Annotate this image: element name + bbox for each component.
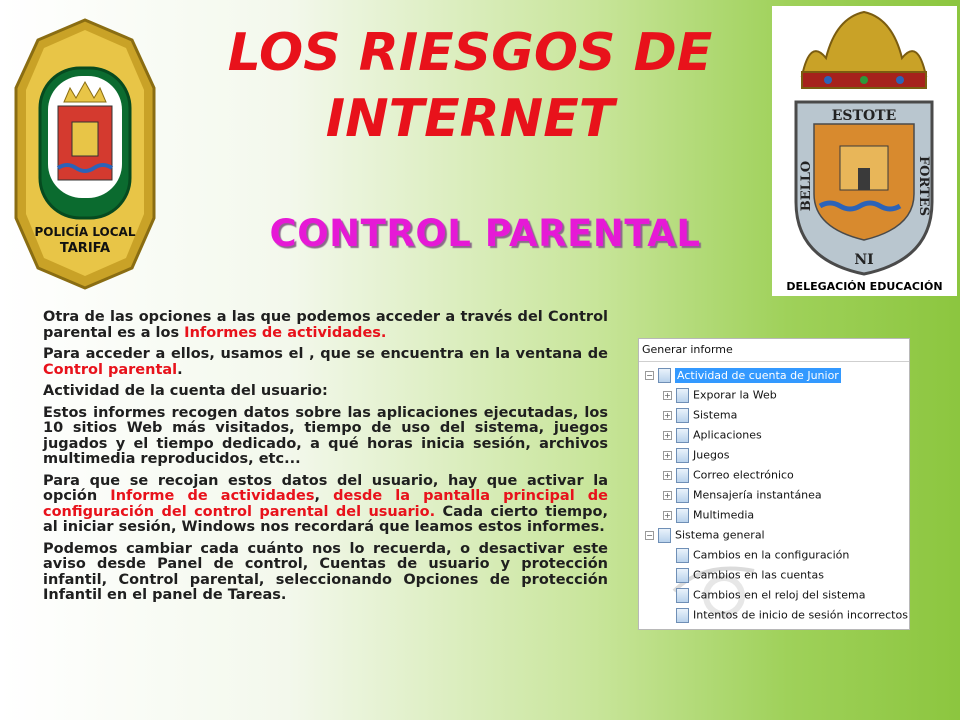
tree-item-label: Actividad de cuenta de Junior: [677, 368, 839, 382]
police-logo-line2: TARIFA: [59, 241, 111, 256]
tree-item-label: Juegos: [693, 448, 730, 462]
title-line-1: LOS RIESGOS DE: [227, 23, 713, 83]
tree-item[interactable]: [663, 585, 865, 604]
tree-item[interactable]: [663, 545, 849, 564]
paragraph-3: Actividad de la cuenta del usuario:: [43, 383, 328, 399]
paragraph-4: Estos informes recogen datos sobre las aplicaciones ejecutadas, los 10 sitios Web más visitados, tiempo de uso del sistema, juegos jugados y el tiempo dedicado, a qué horas inicia sesión, archivos multimedia reproducidos, etc...: [43, 404, 608, 467]
tree-item-label: Cambios en la configuración: [693, 548, 850, 562]
tree-item-label: Exporar la Web: [693, 388, 777, 402]
slide-subtitle: CONTROL PARENTAL: [269, 212, 701, 255]
crest-caption: DELEGACIÓN EDUCACIÓN: [786, 280, 943, 293]
tree-item-label: Multimedia: [693, 508, 755, 522]
expand-icon[interactable]: +: [664, 430, 671, 440]
tree-item-label: Aplicaciones: [693, 428, 762, 442]
expand-icon[interactable]: +: [664, 510, 671, 520]
paragraph-5: [43, 474, 608, 536]
tree-item-label: Cambios en el reloj del sistema: [693, 588, 866, 602]
tree-item[interactable]: [663, 505, 754, 524]
tree-item-label: Intentos de inicio de sesión incorrectos: [693, 608, 908, 622]
report-folder-icon: [676, 608, 689, 623]
report-folder-icon: [676, 568, 689, 583]
crest-text-bottom: NI: [854, 252, 874, 268]
tree-item[interactable]: [663, 385, 777, 404]
title-line-2: INTERNET: [325, 89, 615, 149]
police-badge-icon: [14, 18, 156, 290]
expand-icon[interactable]: +: [664, 450, 671, 460]
expand-icon[interactable]: +: [664, 490, 671, 500]
expand-icon[interactable]: +: [664, 470, 671, 480]
tree-item[interactable]: [645, 525, 765, 544]
report-folder-icon: [658, 528, 671, 543]
tree-item-label: Cambios en las cuentas: [693, 568, 824, 582]
report-folder-icon: [676, 508, 689, 523]
report-folder-icon: [676, 388, 689, 403]
police-logo-line1: POLICÍA LOCAL: [34, 225, 136, 239]
p2-end: .: [177, 361, 183, 378]
tree-item[interactable]: [663, 405, 737, 424]
tree-item[interactable]: [663, 605, 908, 624]
slide-title: [170, 20, 770, 152]
paragraph-2: [43, 347, 608, 378]
paragraph-1: [43, 310, 608, 341]
report-folder-icon: [658, 368, 671, 383]
crest-logo: [772, 6, 957, 296]
crest-text-top: ESTOTE: [831, 108, 897, 124]
tree-item-label: Sistema: [693, 408, 738, 422]
tree-item[interactable]: [663, 445, 729, 464]
tree-item[interactable]: [663, 425, 762, 444]
report-folder-icon: [676, 428, 689, 443]
p5-sep: ,: [314, 488, 334, 504]
body-text: [43, 310, 608, 610]
p5-highlight-2: desde la pantalla principal de configuración del control parental del usuario.: [43, 488, 608, 520]
report-folder-icon: [676, 488, 689, 503]
tree-item-label: Mensajería instantánea: [693, 488, 822, 502]
tarifa-crest-icon: [772, 6, 957, 281]
tree-item-label: Correo electrónico: [693, 468, 794, 482]
p5-end: Cada cierto tiempo, al iniciar sesión, Windows nos recordará que leamos estos informes.: [43, 503, 608, 535]
panel-header: Generar informe: [639, 339, 909, 362]
tree-item[interactable]: [663, 565, 824, 584]
p1-text: Otra de las opciones a las que podemos acceder a través del Control parental es a los: [43, 309, 608, 341]
collapse-icon[interactable]: −: [646, 530, 653, 540]
tree-item[interactable]: [645, 365, 841, 384]
expand-icon[interactable]: +: [664, 410, 671, 420]
tree-item-label: Sistema general: [675, 528, 765, 542]
tree-item[interactable]: [663, 485, 822, 504]
report-folder-icon: [676, 468, 689, 483]
paragraph-6: Podemos cambiar cada cuánto nos lo recuerda, o desactivar este aviso desde Panel de control, Cuentas de usuario y protección infantil, Control parental, seleccionando Opciones de protección Infantil en el panel de Tareas.: [43, 540, 608, 603]
tree-item[interactable]: [663, 465, 794, 484]
p2-highlight: Control parental: [43, 361, 178, 378]
p2-text: Para acceder a ellos, usamos el , que se encuentra en la ventana de: [43, 346, 608, 362]
report-folder-icon: [676, 548, 689, 563]
collapse-icon[interactable]: −: [646, 370, 653, 380]
report-folder-icon: [676, 448, 689, 463]
crest-text-right: FORTES: [916, 155, 931, 217]
report-folder-icon: [676, 408, 689, 423]
p5-text: Para que se recojan estos datos del usuario, hay que activar la opción: [43, 472, 608, 504]
report-panel: [638, 338, 910, 630]
p1-highlight: Informes de actividades.: [184, 324, 387, 341]
crest-text-left: BELLO: [799, 160, 814, 212]
report-folder-icon: [676, 588, 689, 603]
expand-icon[interactable]: +: [664, 390, 671, 400]
p5-highlight-1: Informe de actividades: [110, 488, 315, 504]
